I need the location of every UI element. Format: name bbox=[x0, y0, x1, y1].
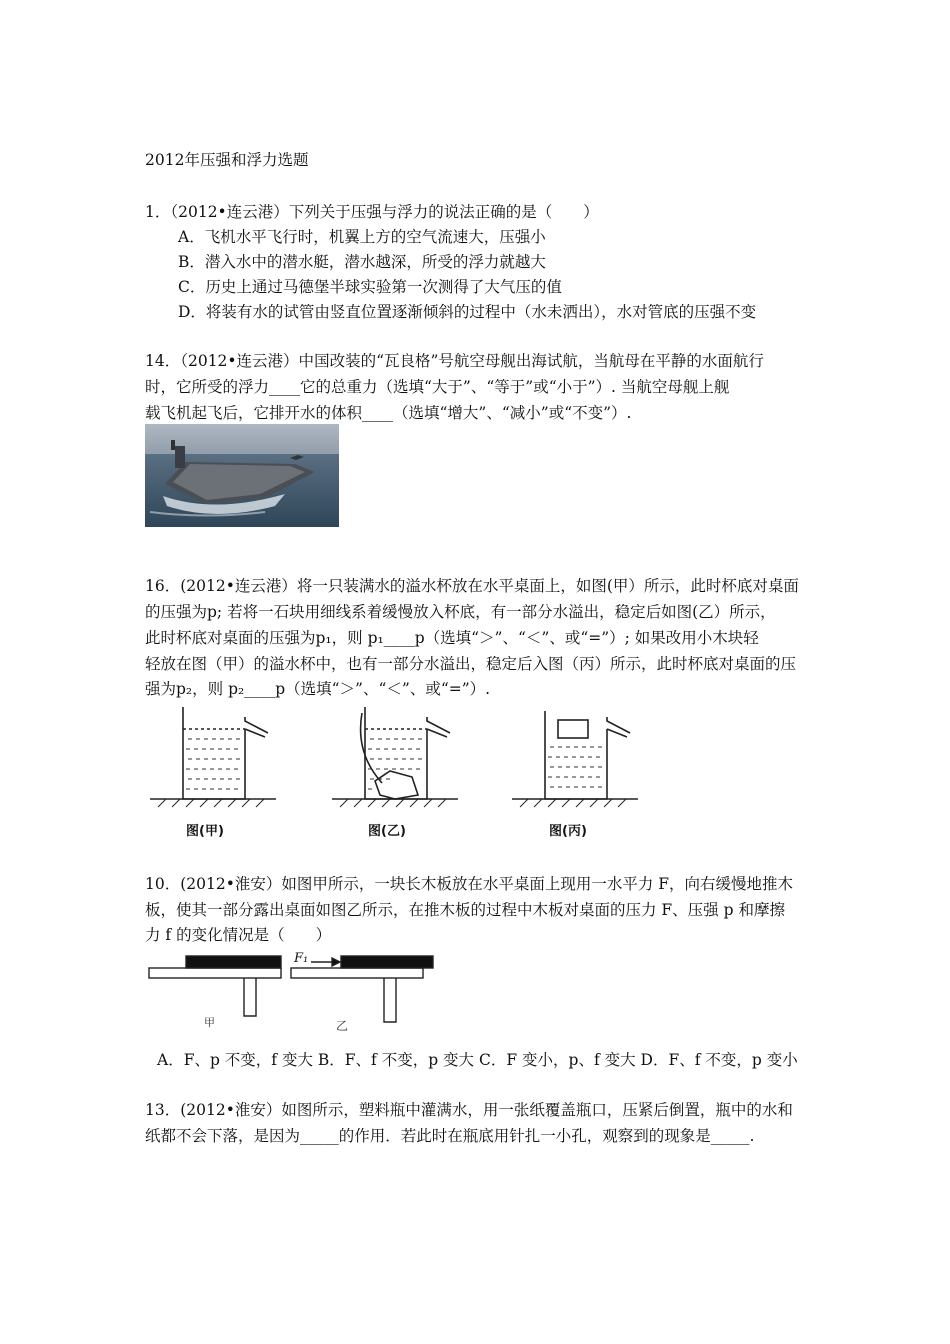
q16-line-3: 此时杯底对桌面的压强为p₁，则 p₁____p（选填“＞”、“＜”、或“=”）; 如果改用小木块轻 bbox=[145, 629, 759, 647]
q1-option-c: C．历史上通过马德堡半球实验第一次测得了大气压的值 bbox=[178, 278, 562, 296]
q14-line-2: 时，它所受的浮力____它的总重力（选填“大于”、“等于”或“小于”）. 当航空母舰上舰 bbox=[145, 378, 730, 396]
cup-yi-figure bbox=[332, 707, 458, 799]
q10-options: A．F、p 不变，f 变大 B．F、f 不变，p 变大 C．F 变小，p、f 变大 D．F、f 不变，p 变小 bbox=[157, 1051, 798, 1069]
q13-line-2: 纸都不会下落，是因为_____的作用．若此时在瓶底用针扎一小孔，观察到的现象是_____. bbox=[145, 1127, 755, 1145]
label-yi: 乙 bbox=[336, 1019, 349, 1033]
overflow-cup-figures bbox=[150, 703, 640, 815]
board-on-table-figures bbox=[146, 946, 438, 1034]
q13-line-1: 13．(2012•淮安）如图所示，塑料瓶中灌满水，用一张纸覆盖瓶口，压紧后倒置，瓶中的水和 bbox=[145, 1101, 793, 1119]
caption-figure-jia: 图(甲) bbox=[186, 824, 224, 839]
q10-line-1: 10．(2012•淮安）如图甲所示，一块长木板放在水平桌面上现用一水平力 F，向右缓慢地推木 bbox=[145, 875, 794, 893]
document-title: 2012年压强和浮力选题 bbox=[145, 151, 309, 169]
q16-line-1: 16．(2012•连云港）将一只装满水的溢水杯放在水平桌面上，如图(甲）所示，此时杯底对桌面 bbox=[145, 577, 799, 595]
q10-line-2: 板，使其一部分露出桌面如图乙所示，在推木板的过程中木板对桌面的压力 F、压强 p 和摩擦 bbox=[145, 901, 785, 919]
q10-line-3: 力 f 的变化情况是（ ） bbox=[145, 926, 332, 944]
cup-bing-figure bbox=[512, 711, 638, 799]
q16-line-5: 强为p₂，则 p₂____p（选填“＞”、“＜”、或“=”）. bbox=[145, 680, 491, 698]
q1-stem: 1．（2012•连云港）下列关于压强与浮力的说法正确的是（ ） bbox=[145, 203, 599, 221]
q14-line-1: 14．（2012•连云港）中国改装的“瓦良格”号航空母舰出海试航，当航母在平静的水面航行 bbox=[145, 352, 764, 370]
q1-option-d: D．将装有水的试管由竖直位置逐渐倾斜的过程中（水未洒出），水对管底的压强不变 bbox=[178, 303, 757, 321]
label-jia: 甲 bbox=[204, 1016, 215, 1029]
caption-figure-yi: 图(乙) bbox=[368, 824, 406, 839]
q1-option-a: A．飞机水平飞行时，机翼上方的空气流速大，压强小 bbox=[178, 228, 546, 246]
q16-line-2: 的压强为p; 若将一石块用细线系着缓慢放入杯底，有一部分水溢出，稳定后如图(乙）所示， bbox=[145, 603, 776, 621]
cup-jia-figure bbox=[150, 707, 276, 799]
q1-option-b: B．潜入水中的潜水艇，潜水越深，所受的浮力就越大 bbox=[178, 253, 546, 271]
caption-figure-bing: 图(丙) bbox=[549, 824, 587, 839]
aircraft-carrier-photo bbox=[145, 424, 339, 527]
q14-line-3: 载飞机起飞后，它排开水的体积____（选填“增大”、“减小”或“不变”）. bbox=[145, 404, 632, 422]
q16-line-4: 轻放在图（甲）的溢水杯中，也有一部分水溢出，稳定后入图（丙）所示，此时杯底对桌面的压 bbox=[145, 655, 797, 673]
force-label-f1: F₁ bbox=[294, 951, 309, 966]
